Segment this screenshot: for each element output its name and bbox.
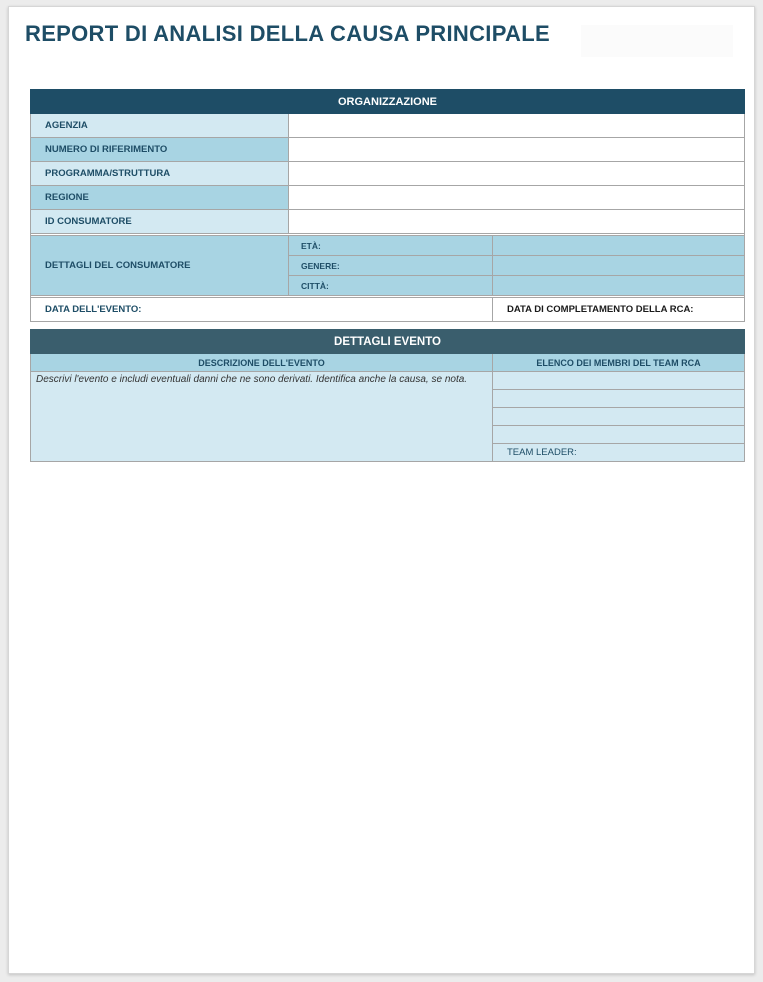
region-field[interactable]	[289, 186, 745, 210]
team-member-field[interactable]	[493, 408, 745, 426]
consumer-id-label: ID CONSUMATORE	[31, 210, 289, 234]
table-row	[31, 372, 745, 390]
age-label: ETÀ:	[289, 236, 493, 256]
event-date-field[interactable]: DATA DELL'EVENTO:	[31, 298, 493, 322]
event-details-table	[30, 329, 745, 462]
program-structure-field[interactable]	[289, 162, 745, 186]
age-field[interactable]	[493, 236, 745, 256]
consumer-details-label: DETTAGLI DEL CONSUMATORE	[31, 236, 289, 296]
team-member-field[interactable]	[493, 426, 745, 444]
reference-number-label: NUMERO DI RIFERIMENTO	[31, 138, 289, 162]
team-members-header: ELENCO DEI MEMBRI DEL TEAM RCA	[493, 354, 745, 372]
consumer-id-field[interactable]	[289, 210, 745, 234]
event-description-header: DESCRIZIONE DELL'EVENTO	[31, 354, 493, 372]
table-row	[31, 298, 745, 322]
city-field[interactable]	[493, 276, 745, 296]
table-row	[31, 162, 745, 186]
rca-completion-date-field[interactable]: DATA DI COMPLETAMENTO DELLA RCA:	[493, 298, 745, 322]
page-title: REPORT DI ANALISI DELLA CAUSA PRINCIPALE	[25, 21, 550, 46]
table-row	[31, 210, 745, 234]
team-member-field[interactable]	[493, 390, 745, 408]
city-label: CITTÀ:	[289, 276, 493, 296]
agency-field[interactable]	[289, 114, 745, 138]
agency-label: AGENZIA	[31, 114, 289, 138]
gender-field[interactable]	[493, 256, 745, 276]
team-leader-field[interactable]: TEAM LEADER:	[493, 444, 745, 462]
reference-number-field[interactable]	[289, 138, 745, 162]
organization-header: ORGANIZZAZIONE	[31, 90, 745, 114]
region-label: REGIONE	[31, 186, 289, 210]
organization-table	[30, 89, 745, 322]
gender-label: GENERE:	[289, 256, 493, 276]
program-structure-label: PROGRAMMA/STRUTTURA	[31, 162, 289, 186]
table-row	[31, 138, 745, 162]
event-description-field[interactable]: Descrivi l'evento e includi eventuali danni che ne sono derivati. Identifica anche la causa, se nota.	[31, 372, 493, 462]
table-row	[31, 186, 745, 210]
table-row	[31, 114, 745, 138]
event-details-header: DETTAGLI EVENTO	[31, 330, 745, 354]
logo-placeholder	[581, 25, 733, 57]
table-row	[31, 236, 745, 256]
document-page	[8, 6, 755, 974]
team-member-field[interactable]	[493, 372, 745, 390]
